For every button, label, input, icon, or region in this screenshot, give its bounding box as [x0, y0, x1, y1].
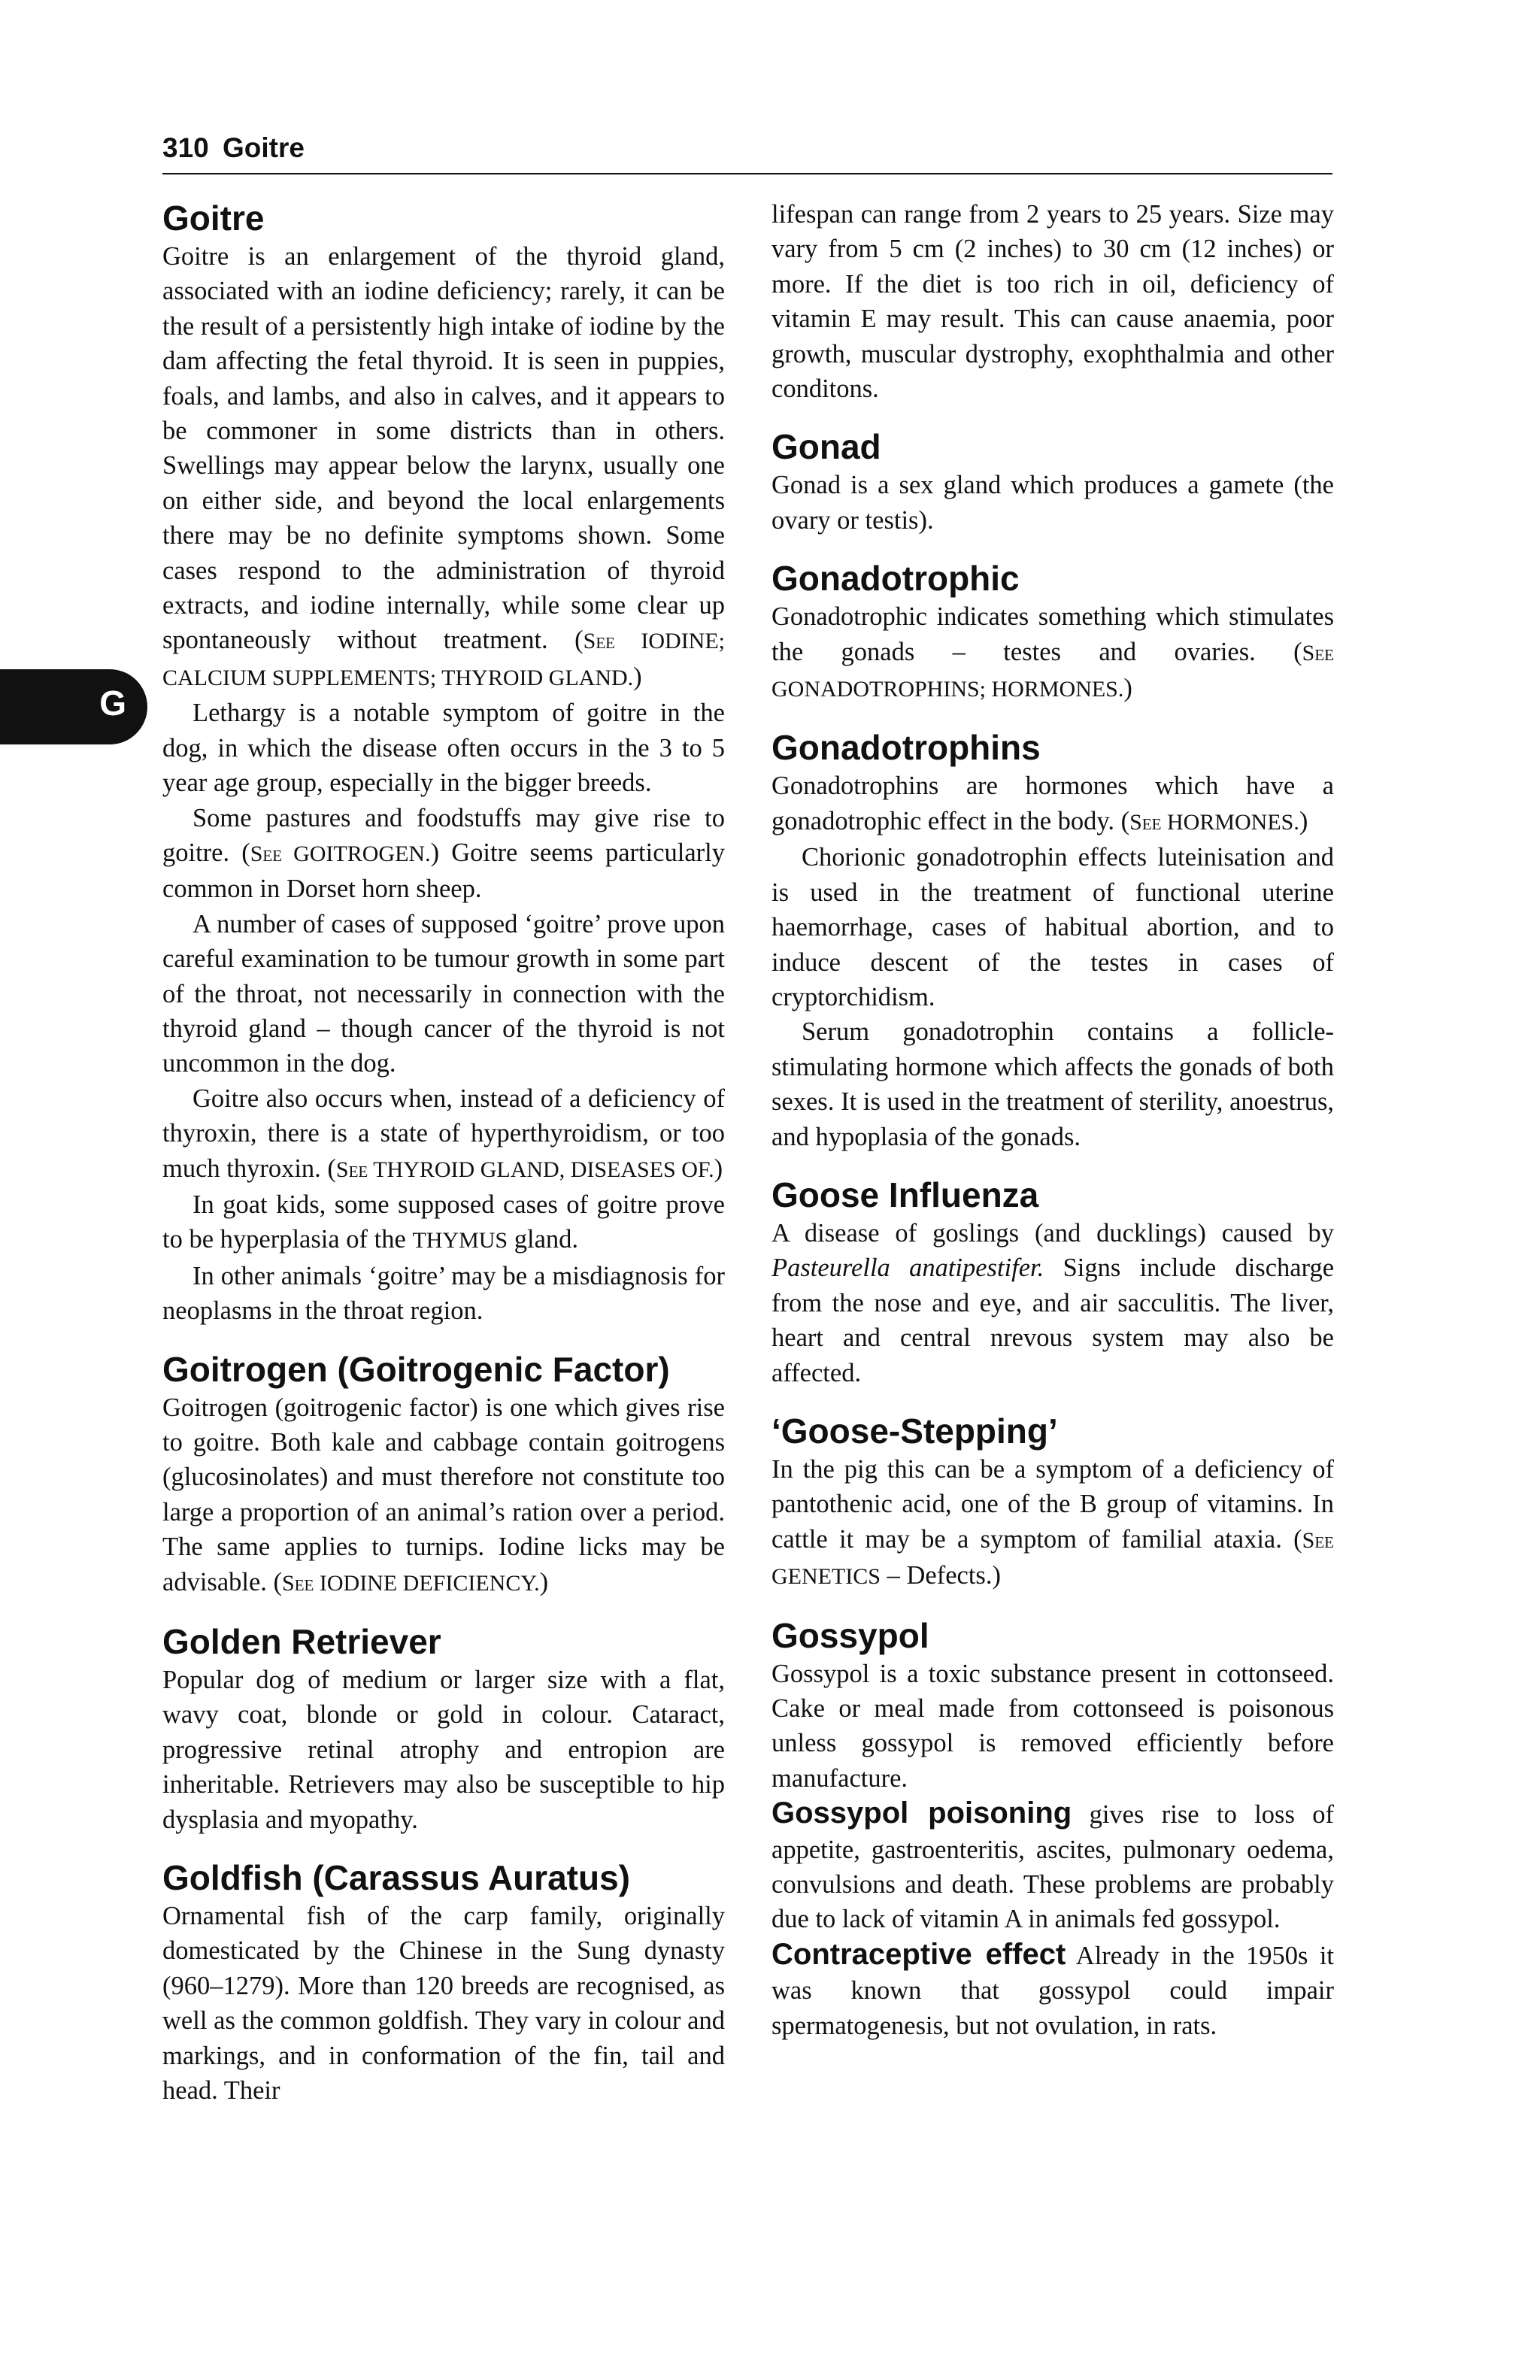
cross-reference: See HORMONES.	[1129, 809, 1299, 835]
cross-reference: See IODINE; CALCIUM SUPPLEMENTS; THYROID GLAND.	[162, 629, 726, 690]
subheading: Contraceptive effect	[772, 1937, 1066, 1971]
paragraph: Serum gonadotrophin contains a follicle-stimulating hormone which affects the gonads of both sexes. It is used in the treatment of sterility, anoestrus, and hypoplasia of the gonads.	[772, 1017, 1334, 1151]
paragraph: Goitre also occurs when, instead of a deficiency of thyroxin, there is a state of hyperthyroidism, or too much thyroxin. (See THYROID GLAND, DISEASES OF.)	[162, 1084, 725, 1183]
entry-title: Gonad	[772, 427, 881, 467]
entry-title: Goitrogen (Goitrogenic Factor)	[162, 1349, 670, 1389]
cross-reference: See GENETICS	[772, 1527, 1334, 1590]
paragraph: In goat kids, some supposed cases of goitre prove to be hyperplasia of the THYMUS gland.	[162, 1190, 725, 1254]
paragraph: Goitrogen (goitrogenic factor) is one which gives rise to goitre. Both kale and cabbage contain goitrogens (glucosinolates) and must therefore not constitute too large a proportion of an animal’s ration over a period. The same applies to turnips. Iodine licks may be advisable. (See IODINE DEFICIENCY.)	[162, 1393, 725, 1596]
thumb-index-letter: G	[99, 684, 126, 723]
paragraph: Gonadotrophic indicates something which stimulates the gonads – testes and ovaries. (See GONADOTROPHINS; HORMONES.)	[772, 602, 1334, 703]
entry-title: Goldfish (Carassus Auratus)	[162, 1858, 630, 1898]
cross-reference: THYMUS	[412, 1228, 508, 1254]
paragraph: In the pig this can be a symptom of a deficiency of pantothenic acid, one of the B group of vitamins. In cattle it may be a symptom of familial ataxia. (See GENETICS – Defects.)	[772, 1454, 1334, 1590]
entry-title: ‘Goose-Stepping’	[772, 1411, 1058, 1451]
left-column	[162, 197, 725, 2128]
cross-reference: See GONADOTROPHINS; HORMONES.	[772, 640, 1334, 702]
paragraph: Goitre is an enlargement of the thyroid gland, associated with an iodine deficiency; rarely, it can be the result of a persistently high intake of iodine by the dam affecting the fetal thyroid. It is seen in puppies, foals, and lambs, and also in calves, and it appears to be commoner in some districts than in others. Swellings may appear below the larynx, usually one on either side, and beyond the local enlargements there may be no definite symptoms shown. Some cases respond to the administration of thyroid extracts, and iodine internally, while some clear up spontaneously without treatment. (See IODINE; CALCIUM SUPPLEMENTS; THYROID GLAND.)	[162, 242, 726, 691]
paragraph: Gonadotrophins are hormones which have a gonadotrophic effect in the body. (See HORMONES.)	[772, 772, 1334, 835]
thumb-index-tab	[0, 669, 147, 744]
paragraph: Gonad is a sex gland which produces a gamete (the ovary or testis).	[772, 471, 1334, 535]
paragraph: Chorionic gonadotrophin effects luteinisation and is used in the treatment of functional uterine haemorrhage, cases of habitual abortion, and to induce descent of the testes in cases of cryptorchidism.	[772, 843, 1334, 1011]
entry-goitrogen	[162, 1348, 725, 1601]
entry-gonadotrophic	[772, 557, 1334, 707]
paragraph: In other animals ‘goitre’ may be a misdiagnosis for neoplasms in the throat region.	[162, 1261, 725, 1326]
entry-goldfish-continued	[772, 197, 1334, 406]
entry-title: Goitre	[162, 199, 265, 238]
entry-title: Goose Influenza	[772, 1175, 1039, 1214]
paragraph: A disease of goslings (and ducklings) caused by Pasteurella anatipestifer. Signs include discharge from the nose and eye, and air sacculitis. The liver, heart and central nrevous system may also be affected.	[772, 1218, 1335, 1387]
cross-reference: See GOITROGEN.	[250, 841, 431, 866]
entry-goose-stepping	[772, 1410, 1334, 1595]
right-column	[772, 197, 1334, 2063]
running-header	[162, 126, 1332, 174]
entry-gonad	[772, 426, 1334, 538]
paragraph: Ornamental fish of the carp family, originally domesticated by the Chinese in the Sung dynasty (960–1279). More than 120 breeds are recognised, as well as the common goldfish. They vary in colour and markings, and in conformation of the fin, tail and head. Their	[162, 1902, 725, 2106]
species-name: Pasteurella anatipestifer.	[772, 1254, 1044, 1283]
paragraph: Gossypol is a toxic substance present in cottonseed. Cake or meal made from cottonseed is poisonous unless gossypol is removed efficiently before manufacture.	[772, 1659, 1334, 1793]
paragraph: Gossypol poisoning gives rise to loss of appetite, gastroenteritis, ascites, pulmonary oedema, convulsions and death. These problems are probably due to lack of vitamin A in animals fed gossypol.	[772, 1796, 1335, 1934]
entry-title: Gossypol	[772, 1615, 929, 1655]
paragraph: Popular dog of medium or larger size with a flat, wavy coat, blonde or gold in colour. Cataract, progressive retinal atrophy and entropion are inheritable. Retrievers may also be susceptible to hip dysplasia and myopathy.	[162, 1666, 725, 1834]
page-number: 310	[162, 132, 209, 163]
subheading: Gossypol poisoning	[772, 1796, 1072, 1830]
entry-golden-retriever	[162, 1621, 725, 1837]
paragraph: Lethargy is a notable symptom of goitre in the dog, in which the disease often occurs in the 3 to 5 year age group, especially in the bigger breeds.	[162, 699, 725, 798]
entry-title: Gonadotrophic	[772, 559, 1020, 599]
cross-reference: See IODINE DEFICIENCY.	[282, 1570, 540, 1596]
paragraph: lifespan can range from 2 years to 25 years. Size may vary from 5 cm (2 inches) to 30 cm (12 inches) or more. If the diet is too rich in oil, deficiency of vitamin E may result. This can cause anaemia, poor growth, muscular dystrophy, exophthalmia and other conditons.	[772, 200, 1334, 404]
entry-goitre	[162, 197, 725, 1329]
cross-reference: See THYROID GLAND, DISEASES OF.	[335, 1157, 714, 1182]
entry-title: Golden Retriever	[162, 1622, 441, 1662]
entry-gonadotrophins	[772, 726, 1334, 1154]
paragraph: A number of cases of supposed ‘goitre’ prove upon careful examination to be tumour growth in some part of the throat, not necessarily in connection with the thyroid gland – though cancer of the thyroid is not uncommon in the dog.	[162, 909, 725, 1078]
paragraph: Some pastures and foodstuffs may give rise to goitre. (See GOITROGEN.) Goitre seems particularly common in Dorset horn sheep.	[162, 803, 725, 904]
running-head: Goitre	[223, 132, 305, 163]
entry-gossypol	[772, 1614, 1334, 2043]
entry-goldfish	[162, 1857, 725, 2108]
paragraph: Contraceptive effect Already in the 1950s it was known that gossypol could impair spermatogenesis, but not ovulation, in rats.	[772, 1937, 1334, 2040]
entry-title: Gonadotrophins	[772, 728, 1041, 768]
entry-goose-influenza	[772, 1174, 1334, 1390]
